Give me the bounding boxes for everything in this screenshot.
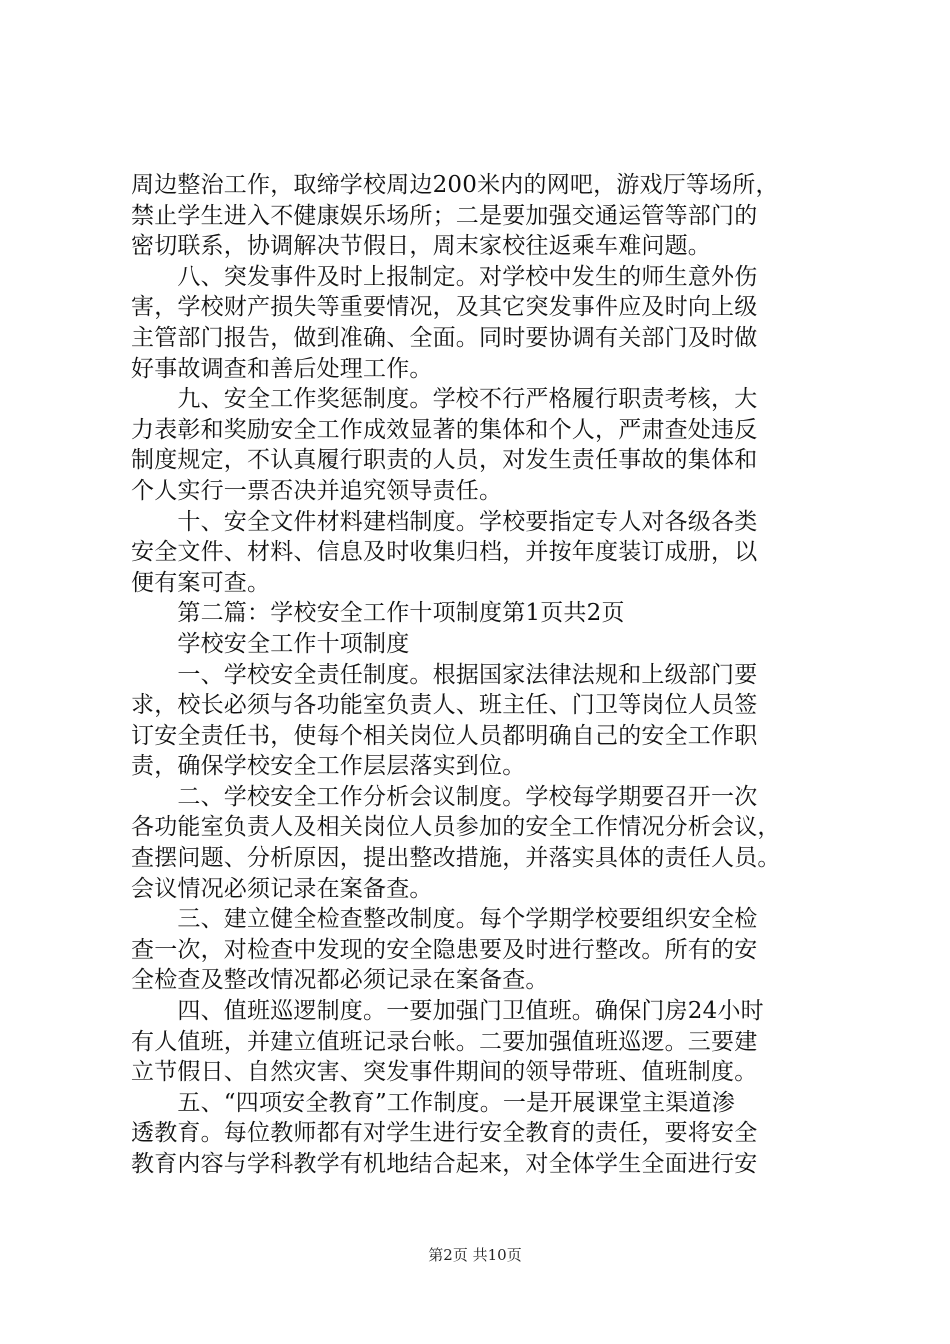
text-line: 各功能室负责人及相关岗位人员参加的安全工作情况分析会议，	[131, 814, 781, 841]
text-line: 查摆问题、分析原因，提出整改措施，并落实具体的责任人员。	[131, 845, 781, 872]
body-text	[131, 170, 831, 1180]
text-line: 求，校长必须与各功能室负责人、班主任、门卫等岗位人员签	[131, 692, 758, 719]
text-line: 全检查及整改情况都必须记录在案备查。	[131, 967, 549, 994]
text-line: 五、“四项安全教育”工作制度。一是开展课堂主渠道渗	[131, 1089, 735, 1116]
text-line: 会议情况必须记录在案备查。	[131, 875, 433, 902]
text-line: 透教育。每位教师都有对学生进行安全教育的责任，要将安全	[131, 1120, 758, 1147]
text-line: 周边整治工作，取缔学校周边200米内的网吧，游戏厅等场所，	[131, 172, 779, 198]
text-line: 一、学校安全责任制度。根据国家法律法规和上级部门要	[131, 661, 758, 688]
text-line: 查一次，对检查中发现的安全隐患要及时进行整改。所有的安	[131, 936, 758, 963]
text-line: 二、学校安全工作分析会议制度。学校每学期要召开一次	[131, 783, 758, 810]
page-number-label: 第2页 共10页	[428, 1246, 522, 1264]
text-line: 便有案可查。	[131, 569, 271, 596]
text-line: 学校安全工作十项制度	[131, 630, 410, 657]
text-line: 主管部门报告，做到准确、全面。同时要协调有关部门及时做	[131, 324, 758, 351]
text-line: 第二篇：学校安全工作十项制度第1页共2页	[131, 600, 625, 627]
text-line: 禁止学生进入不健康娱乐场所；二是要加强交通运管等部门的	[131, 202, 758, 229]
text-line: 好事故调查和善后处理工作。	[131, 355, 433, 382]
text-line: 八、突发事件及时上报制定。对学校中发生的师生意外伤	[131, 263, 758, 290]
text-line: 力表彰和奖励安全工作成效显著的集体和个人，严肃查处违反	[131, 416, 758, 443]
text-line: 害，学校财产损失等重要情况，及其它突发事件应及时向上级	[131, 294, 758, 321]
text-line: 九、安全工作奖惩制度。学校不行严格履行职责考核，大	[131, 386, 758, 413]
text-line: 责，确保学校安全工作层层落实到位。	[131, 753, 526, 780]
text-line: 安全文件、材料、信息及时收集归档，并按年度装订成册，以	[131, 539, 758, 566]
text-line: 教育内容与学科教学有机地结合起来，对全体学生全面进行安	[131, 1151, 758, 1177]
text-line: 个人实行一票否决并追究领导责任。	[131, 477, 503, 504]
page-footer	[0, 1245, 950, 1265]
text-line: 十、安全文件材料建档制度。学校要指定专人对各级各类	[131, 508, 758, 535]
text-line: 三、建立健全检查整改制度。每个学期学校要组织安全检	[131, 906, 758, 933]
text-line: 订安全责任书，使每个相关岗位人员都明确自己的安全工作职	[131, 722, 758, 749]
text-line: 有人值班，并建立值班记录台帐。二要加强值班巡逻。三要建	[131, 1028, 758, 1055]
text-line: 四、值班巡逻制度。一要加强门卫值班。确保门房24小时	[131, 998, 764, 1025]
text-line: 制度规定，不认真履行职责的人员，对发生责任事故的集体和	[131, 447, 758, 474]
text-line: 密切联系，协调解决节假日，周末家校往返乘车难问题。	[131, 233, 711, 260]
text-line: 立节假日、自然灾害、突发事件期间的领导带班、值班制度。	[131, 1059, 758, 1086]
